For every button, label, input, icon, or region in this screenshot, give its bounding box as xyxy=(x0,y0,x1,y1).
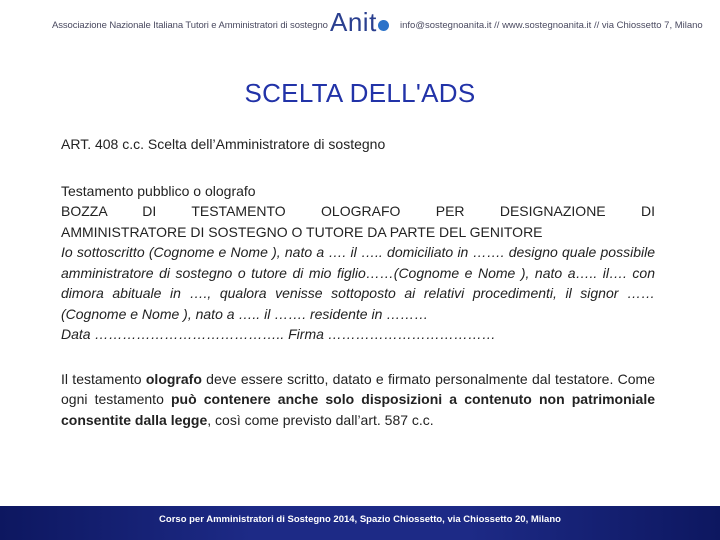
header xyxy=(0,0,720,56)
testament-note xyxy=(61,369,655,431)
signature-line: Data ………………………………….. Firma ……………………………… xyxy=(61,326,496,342)
article-line xyxy=(61,134,655,155)
slide-title: SCELTA DELL'ADS xyxy=(244,78,476,108)
association-name: Associazione Nazionale Italiana Tutori e Amministratori di sostegno xyxy=(52,20,328,31)
testament-body: Io sottoscritto (Cognome e Nome ), nato a …. il ….. domiciliato in ……. designo quale possibile amministratore di sostegno o tutore di mio figlio……(Cognome e Nome ), nato a….. il…. con dimora abituale in …., qualora venisse sottoposto ai relativi procedimenti, il signor …… (Cognome e Nome ), nato a ….. il ……. residente in ……… xyxy=(61,244,655,322)
note-bold-olografo: olografo xyxy=(145,370,202,387)
article-heading: Scelta dell’Amministratore di sostegno xyxy=(147,136,386,152)
logo-text: Anit xyxy=(330,7,377,37)
contact-info: info@sostegnoanita.it // www.sostegnoanita.it // via Chiossetto 7, Milano xyxy=(400,20,703,31)
note-part3: , così come previsto dall’art. 587 c.c. xyxy=(207,411,434,428)
anita-logo xyxy=(330,7,389,38)
article-prefix: ART. 408 c.c. xyxy=(61,136,145,152)
slide-content xyxy=(61,134,655,430)
note-part1: Il testamento xyxy=(61,370,146,387)
testament-subheading: Testamento pubblico o olografo xyxy=(61,182,256,199)
note-bold-disposizioni: può contenere anche solo disposizioni a contenuto non patrimoniale consentite dalla legge xyxy=(61,391,655,428)
footer-text: Corso per Amministratori di Sostegno 2014, Spazio Chiossetto, via Chiossetto 20, Milano xyxy=(159,514,561,525)
note-part2: deve essere scritto, datato e firmato personalmente dal testatore. Come ogni testamento xyxy=(61,370,655,407)
logo-dot-icon xyxy=(378,20,389,31)
draft-title-line2: AMMINISTRATORE DI SOSTEGNO O TUTORE DA PARTE DEL GENITORE xyxy=(61,223,543,240)
draft-title-line1: BOZZA DI TESTAMENTO OLOGRAFO PER DESIGNAZIONE DI xyxy=(61,203,655,219)
